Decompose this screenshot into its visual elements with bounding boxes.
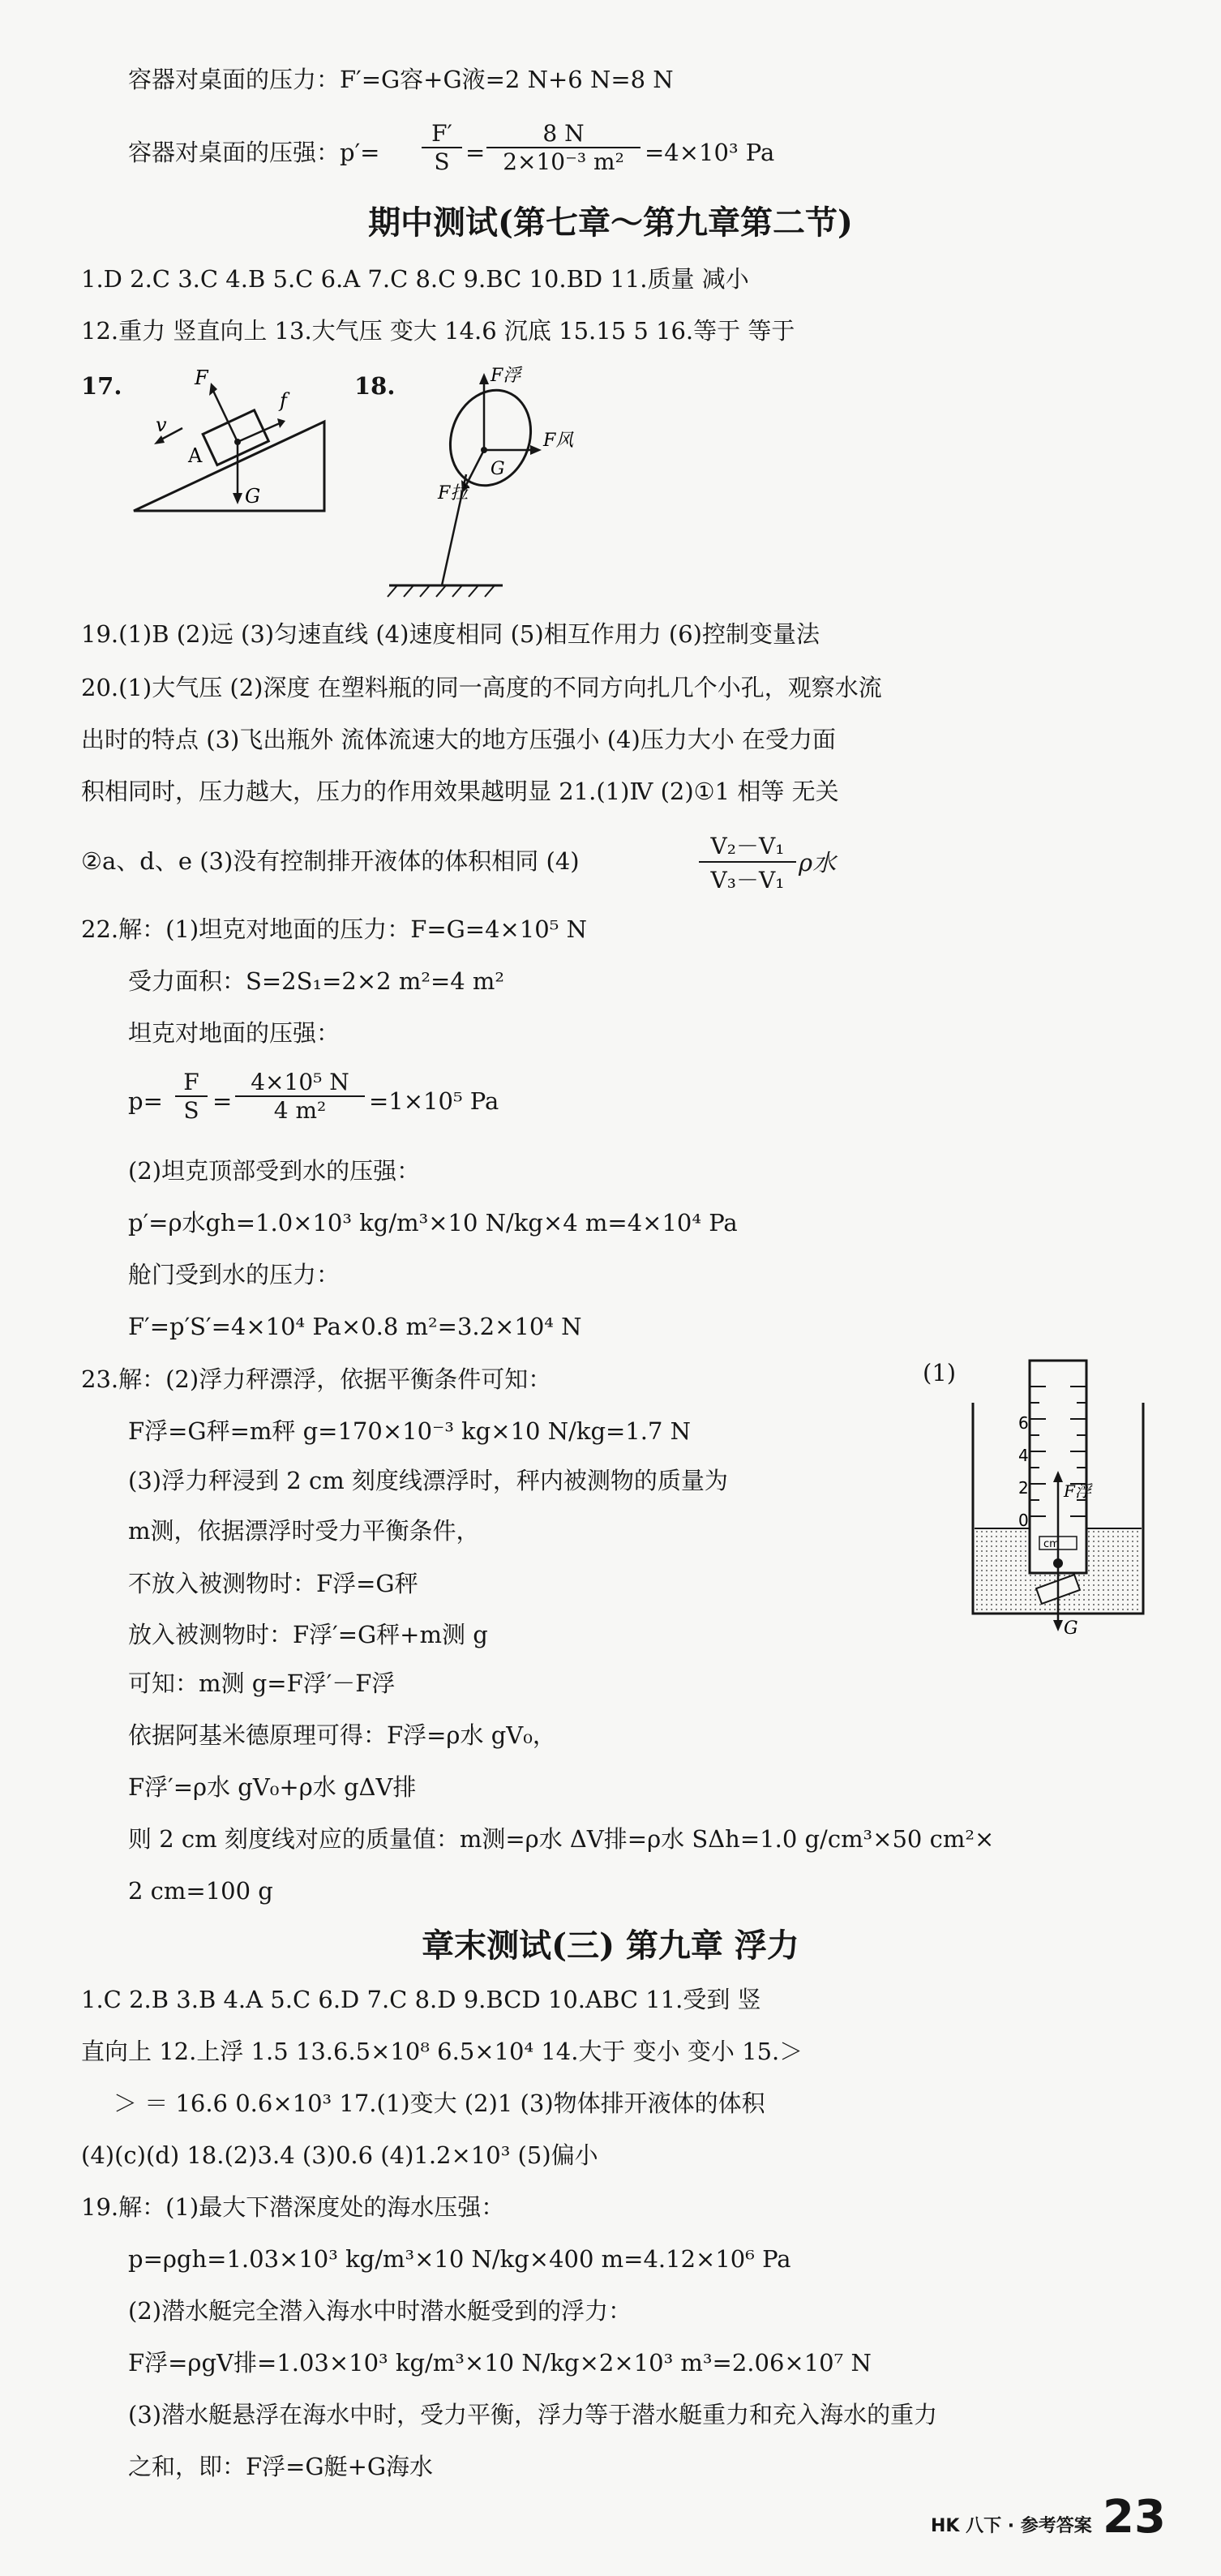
q22-frac2-den: 4 m²: [235, 1095, 365, 1124]
fraction-a-num: F′: [431, 120, 452, 147]
chapter-line-9: 之和，即：F浮=G艇+G海水: [128, 2453, 434, 2480]
fig23-G: G: [1064, 1618, 1078, 1639]
chapter-line-2: ＞ ＝ 16.6 0.6×10³ 17.(1)变大 (2)1 (3)物体排开液体的体积: [114, 2090, 765, 2117]
q20-line-3: 积相同时，压力越大，压力的作用效果越明显 21.(1)Ⅳ (2)①1 相等 无关: [81, 778, 839, 805]
q22-frac1-den: S: [175, 1095, 208, 1124]
q17-label: 17.: [81, 372, 122, 400]
chapter-line-5: p=ρgh=1.03×10³ kg/m³×10 N/kg×400 m=4.12×10⁶ Pa: [128, 2245, 791, 2273]
chapter-line-0: 1.C 2.B 3.B 4.A 5.C 6.D 7.C 8.D 9.BCD 10.ABC 11.受到 竖: [81, 1986, 761, 2013]
q23-line-8: F浮′=ρ水 gV₀+ρ水 gΔV排: [128, 1773, 417, 1801]
midterm-answers-1: 1.D 2.C 3.C 4.B 5.C 6.A 7.C 8.C 9.BC 10.BD 11.质量 减小: [81, 265, 749, 293]
q22b-line-2: 舱门受到水的压力：: [128, 1261, 341, 1288]
figure-17-incline: [122, 357, 365, 519]
q23-line-10: 2 cm=100 g: [128, 1877, 273, 1905]
q22b-line-0: (2)坦克顶部受到水的压强：: [128, 1157, 421, 1185]
fraction-a-den: S: [422, 147, 462, 175]
q22-line-1: 受力面积：S=2S₁=2×2 m²=4 m²: [128, 967, 505, 995]
fig23-tick-2: 2: [1018, 1478, 1029, 1498]
q22-p-suffix: =1×10⁵ Pa: [369, 1087, 499, 1115]
chapter-line-8: (3)潜水艇悬浮在海水中时，受力平衡，浮力等于潜水艇重力和充入海水的重力: [128, 2401, 938, 2428]
q23-line-1: F浮=G秤=m秤 g=170×10⁻³ kg×10 N/kg=1.7 N: [128, 1417, 692, 1445]
q22-p-prefix: p=: [128, 1087, 163, 1115]
q23-line-4: 不放入被测物时：F浮=G秤: [128, 1570, 418, 1597]
fig17-v: v: [156, 414, 167, 436]
chapter-line-1: 直向上 12.上浮 1.5 13.6.5×10⁸ 6.5×10⁴ 14.大于 变小 变小 15.＞: [81, 2038, 803, 2065]
fraction-b-num: 8 N: [542, 120, 585, 147]
q19: 19.(1)B (2)远 (3)匀速直线 (4)速度相同 (5)相互作用力 (6)控制变量法: [81, 620, 820, 648]
q22-frac2-num: 4×10⁵ N: [251, 1069, 349, 1095]
chapter-line-3: (4)(c)(d) 18.(2)3.4 (3)0.6 (4)1.2×10³ (5)偏小: [81, 2141, 598, 2169]
q22b-line-1: p′=ρ水gh=1.0×10³ kg/m³×10 N/kg×4 m=4×10⁴ Pa: [128, 1209, 738, 1237]
fig17-G: G: [245, 485, 261, 508]
chapter-line-7: F浮=ρgV排=1.03×10³ kg/m³×10 N/kg×2×10³ m³=2.06×10⁷ N: [128, 2349, 872, 2377]
q21-frac-num: V₂－V₁: [710, 833, 785, 859]
q21-fraction: [699, 829, 796, 895]
fig18-G: G: [491, 459, 505, 479]
q23-line-6: 可知：m测 g=F浮′－F浮: [128, 1669, 396, 1697]
chapter-title: 章末测试(三) 第九章 浮力: [422, 1927, 799, 1965]
q23-line-5: 放入被测物时：F浮′=G秤+m测 g: [128, 1621, 488, 1648]
fraction-b: [486, 120, 640, 175]
footer-label: HK 八下 · 参考答案: [931, 2516, 1092, 2536]
midterm-title: 期中测试(第七章～第九章第二节): [368, 204, 853, 242]
q23-line-3: m测，依据漂浮时受力平衡条件，: [128, 1517, 480, 1545]
q22-line-0: 22.解：(1)坦克对地面的压力：F=G=4×10⁵ N: [81, 915, 587, 943]
q22b-line-3: F′=p′S′=4×10⁴ Pa×0.8 m²=3.2×10⁴ N: [128, 1313, 582, 1340]
q22-frac1-num: F: [183, 1069, 199, 1095]
chapter-line-4: 19.解：(1)最大下潜深度处的海水压强：: [81, 2193, 505, 2221]
q21-frac-den: V₃－V₁: [699, 861, 796, 895]
q22-fraction-2: [235, 1069, 365, 1124]
fig23-tick-4: 4: [1018, 1446, 1029, 1465]
fig23-cm: cm: [1043, 1538, 1060, 1550]
fig23-F: F浮: [1064, 1481, 1091, 1501]
fig23-tick-6: 6: [1018, 1413, 1029, 1433]
q23-line-0: 23.解：(2)浮力秤漂浮，依据平衡条件可知：: [81, 1365, 552, 1393]
top-line-2-prefix: 容器对桌面的压强：p′=: [128, 139, 380, 166]
q21-suffix: ρ水: [799, 849, 837, 877]
fig23-label: (1): [923, 1359, 957, 1387]
q21-line-4: ②a、d、e (3)没有控制排开液体的体积相同 (4): [81, 847, 580, 875]
figure-18-balloon: [381, 357, 584, 600]
q23-line-9: 则 2 cm 刻度线对应的质量值：m测=ρ水 ΔV排=ρ水 SΔh=1.0 g/cm³×50 cm²×: [128, 1825, 995, 1853]
fig17-f: f: [280, 389, 287, 412]
fig23-tick-0: 0: [1018, 1511, 1029, 1530]
q23-line-2: (3)浮力秤浸到 2 cm 刻度线漂浮时，秤内被测物的质量为: [128, 1467, 728, 1494]
q22-line-2: 坦克对地面的压强：: [128, 1019, 341, 1047]
fig17-F: F: [195, 366, 208, 389]
q20-line-1: 20.(1)大气压 (2)深度 在塑料瓶的同一高度的不同方向扎几个小孔，观察水流: [81, 674, 882, 701]
figure-23-float-scale: [965, 1354, 1151, 1646]
fig18-Ffloat: F浮: [491, 366, 521, 386]
q18-label: 18.: [354, 372, 396, 400]
fraction-a: [422, 120, 462, 175]
chapter-line-6: (2)潜水艇完全潜入海水中时潜水艇受到的浮力：: [128, 2297, 632, 2325]
midterm-answers-2: 12.重力 竖直向上 13.大气压 变大 14.6 沉底 15.15 5 16.等于 等于: [81, 317, 795, 345]
fig18-Fwind: F风: [543, 431, 574, 451]
q23-line-7: 依据阿基米德原理可得：F浮=ρ水 gV₀，: [128, 1721, 556, 1749]
top-line-1: 容器对桌面的压力：F′=G容+G液=2 N+6 N=8 N: [128, 66, 674, 93]
q20-line-2: 出时的特点 (3)飞出瓶外 流体流速大的地方压强小 (4)压力大小 在受力面: [81, 726, 837, 753]
q22-fraction-1: [175, 1069, 208, 1124]
top-line-2-suffix: =4×10³ Pa: [645, 139, 775, 166]
page-number: 23: [1103, 2491, 1166, 2544]
fraction-b-den: 2×10⁻³ m²: [486, 147, 640, 175]
fig18-Fpull: F拉: [438, 483, 469, 504]
fig17-A: A: [188, 444, 203, 467]
